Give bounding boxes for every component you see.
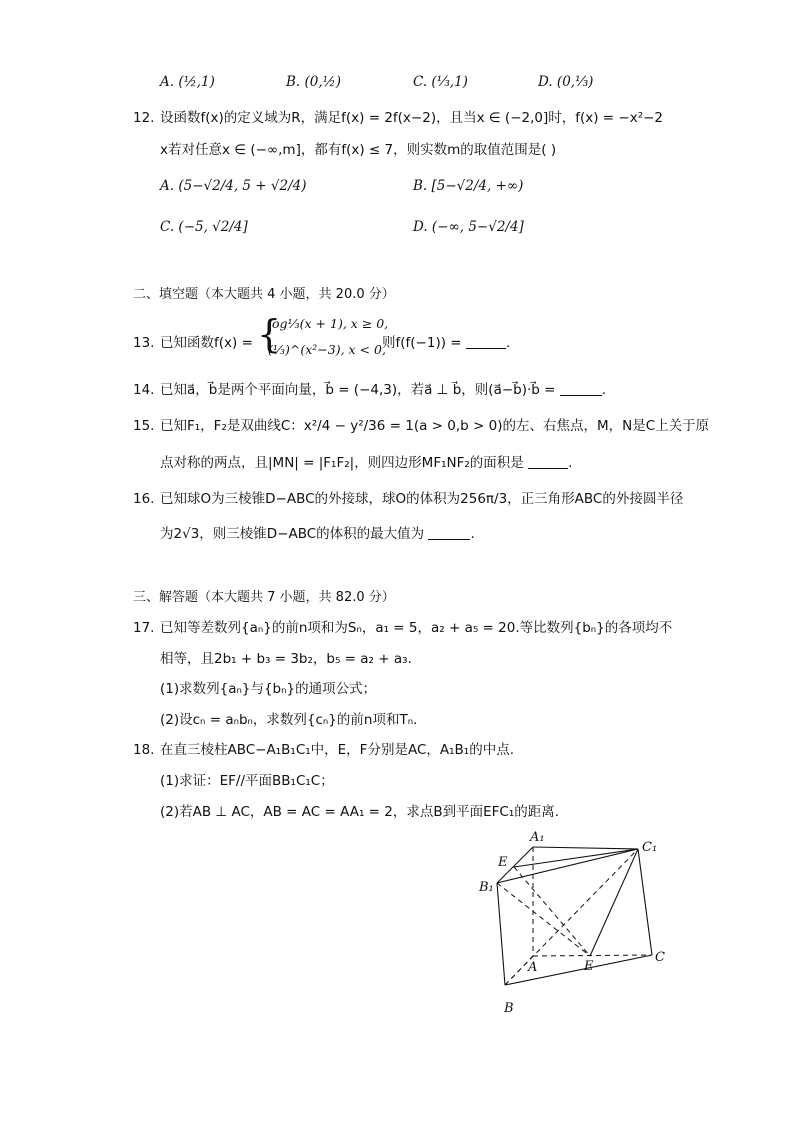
q11-option-b: B. (0,½): [286, 74, 342, 90]
q17-sub1: (1)求数列{aₙ}与{bₙ}的通项公式；: [160, 681, 377, 697]
q17-line1: 已知等差数列{aₙ}的前n项和为Sₙ，a₁ = 5，a₂ + a₅ = 20.等比数列{bₙ}的各项均不: [160, 620, 673, 636]
q12-option-c: C. (−5, √2/4]: [160, 219, 248, 235]
q12-option-d: D. (−∞, 5−√2/4]: [413, 219, 524, 235]
q15-line2: 点对称的两点，且|MN| = |F₁F₂|，则四边形MF₁NF₂的面积是 .: [160, 455, 573, 471]
label-a: A: [528, 960, 538, 975]
q15-answer-blank[interactable]: [528, 454, 568, 469]
q12-number: 12.: [133, 110, 155, 126]
label-b1: B₁: [479, 880, 494, 895]
label-a1: A₁: [530, 830, 545, 845]
edge-b1-b: [497, 883, 505, 985]
q18-line1: 在直三棱柱ABC−A₁B₁C₁中，E，F分别是AC，A₁B₁的中点.: [160, 742, 514, 758]
q13-suffix: 则f(f(−1)) = .: [382, 335, 511, 351]
q13-case2: (⅓)^(x²−3), x < 0,: [268, 342, 386, 357]
q12-option-a: A. (5−√2/4, 5 + √2/4): [160, 178, 307, 194]
q16-line2: 为2√3，则三棱锥D−ABC的体积的最大值为 .: [160, 526, 475, 542]
q14-answer-blank[interactable]: [560, 381, 602, 396]
q18-sub1: (1)求证：EF//平面BB₁C₁C；: [160, 773, 334, 789]
q17-line2: 相等，且2b₁ + b₃ = 3b₂，b₅ = a₂ + a₃.: [160, 651, 412, 667]
q11-option-d: D. (0,⅓): [538, 74, 594, 90]
edge-c1-ebottom: [590, 849, 638, 956]
q13-suffix-text: 则f(f(−1)) =: [382, 335, 462, 351]
q14-text-body: 已知a⃗，b⃗是两个平面向量，b⃗ = (−4,3)，若a⃗ ⊥ b⃗，则(a⃗−b⃗)·b⃗ =: [160, 382, 556, 398]
q11-option-c: C. (⅓,1): [413, 74, 468, 90]
section-solution-title: 三、解答题（本大题共 7 小题，共 82.0 分）: [133, 590, 395, 605]
q14-text: 已知a⃗，b⃗是两个平面向量，b⃗ = (−4,3)，若a⃗ ⊥ b⃗，则(a⃗−b⃗)·b⃗ = .: [160, 382, 607, 398]
edge-b-c1-hidden: [505, 849, 638, 985]
q16-answer-blank[interactable]: [428, 525, 470, 540]
q15-line2-text: 点对称的两点，且|MN| = |F₁F₂|，则四边形MF₁NF₂的面积是: [160, 455, 524, 471]
q17-sub2: (2)设cₙ = aₙbₙ，求数列{cₙ}的前n项和Tₙ.: [160, 712, 418, 728]
q15-number: 15.: [133, 418, 155, 434]
q13-case1: log⅓(x + 1), x ≥ 0,: [268, 316, 389, 331]
label-b: B: [504, 1001, 514, 1016]
q16-number: 16.: [133, 491, 155, 507]
q11-option-a: A. (½,1): [160, 74, 215, 90]
q16-line1: 已知球O为三棱锥D−ABC的外接球，球O的体积为256π/3，正三角形ABC的外接圆半径: [160, 491, 684, 507]
q14-number: 14.: [133, 382, 155, 398]
label-e-top: E: [498, 855, 508, 870]
q13-number: 13.: [133, 335, 155, 351]
edge-etop-ebottom-hidden: [514, 867, 590, 956]
q12-line2: x若对任意x ∈ (−∞,m]，都有f(x) ≤ 7，则实数m的取值范围是( ): [160, 142, 557, 158]
q18-number: 18.: [133, 742, 155, 758]
edge-a-c-hidden: [533, 955, 652, 956]
section-fill-in-title: 二、填空题（本大题共 4 小题，共 20.0 分）: [133, 287, 395, 302]
edge-a1-c1: [533, 847, 638, 849]
q17-number: 17.: [133, 620, 155, 636]
q12-line1: 设函数f(x)的定义域为R，满足f(x) = 2f(x−2)，且当x ∈ (−2,0]时，f(x) = −x²−2: [160, 110, 664, 126]
label-e-bottom: E: [584, 959, 594, 974]
q12-option-b: B. [5−√2/4, +∞): [413, 178, 524, 194]
q18-sub2: (2)若AB ⊥ AC，AB = AC = AA₁ = 2，求点B到平面EFC₁的距离.: [160, 804, 560, 820]
prism-figure: [470, 825, 680, 1020]
edge-c1-c: [638, 849, 652, 955]
q13-brace: {: [257, 312, 282, 356]
label-c1: C₁: [642, 840, 658, 855]
q15-line1: 已知F₁，F₂是双曲线C：x²/4 − y²/36 = 1(a > 0,b > 0)的左、右焦点，M，N是C上关于原: [160, 418, 710, 434]
q13-prefix: 已知函数f(x) =: [160, 335, 253, 351]
q16-line2-text: 为2√3，则三棱锥D−ABC的体积的最大值为: [160, 526, 425, 542]
label-c: C: [655, 950, 665, 965]
q13-answer-blank[interactable]: [466, 334, 506, 349]
